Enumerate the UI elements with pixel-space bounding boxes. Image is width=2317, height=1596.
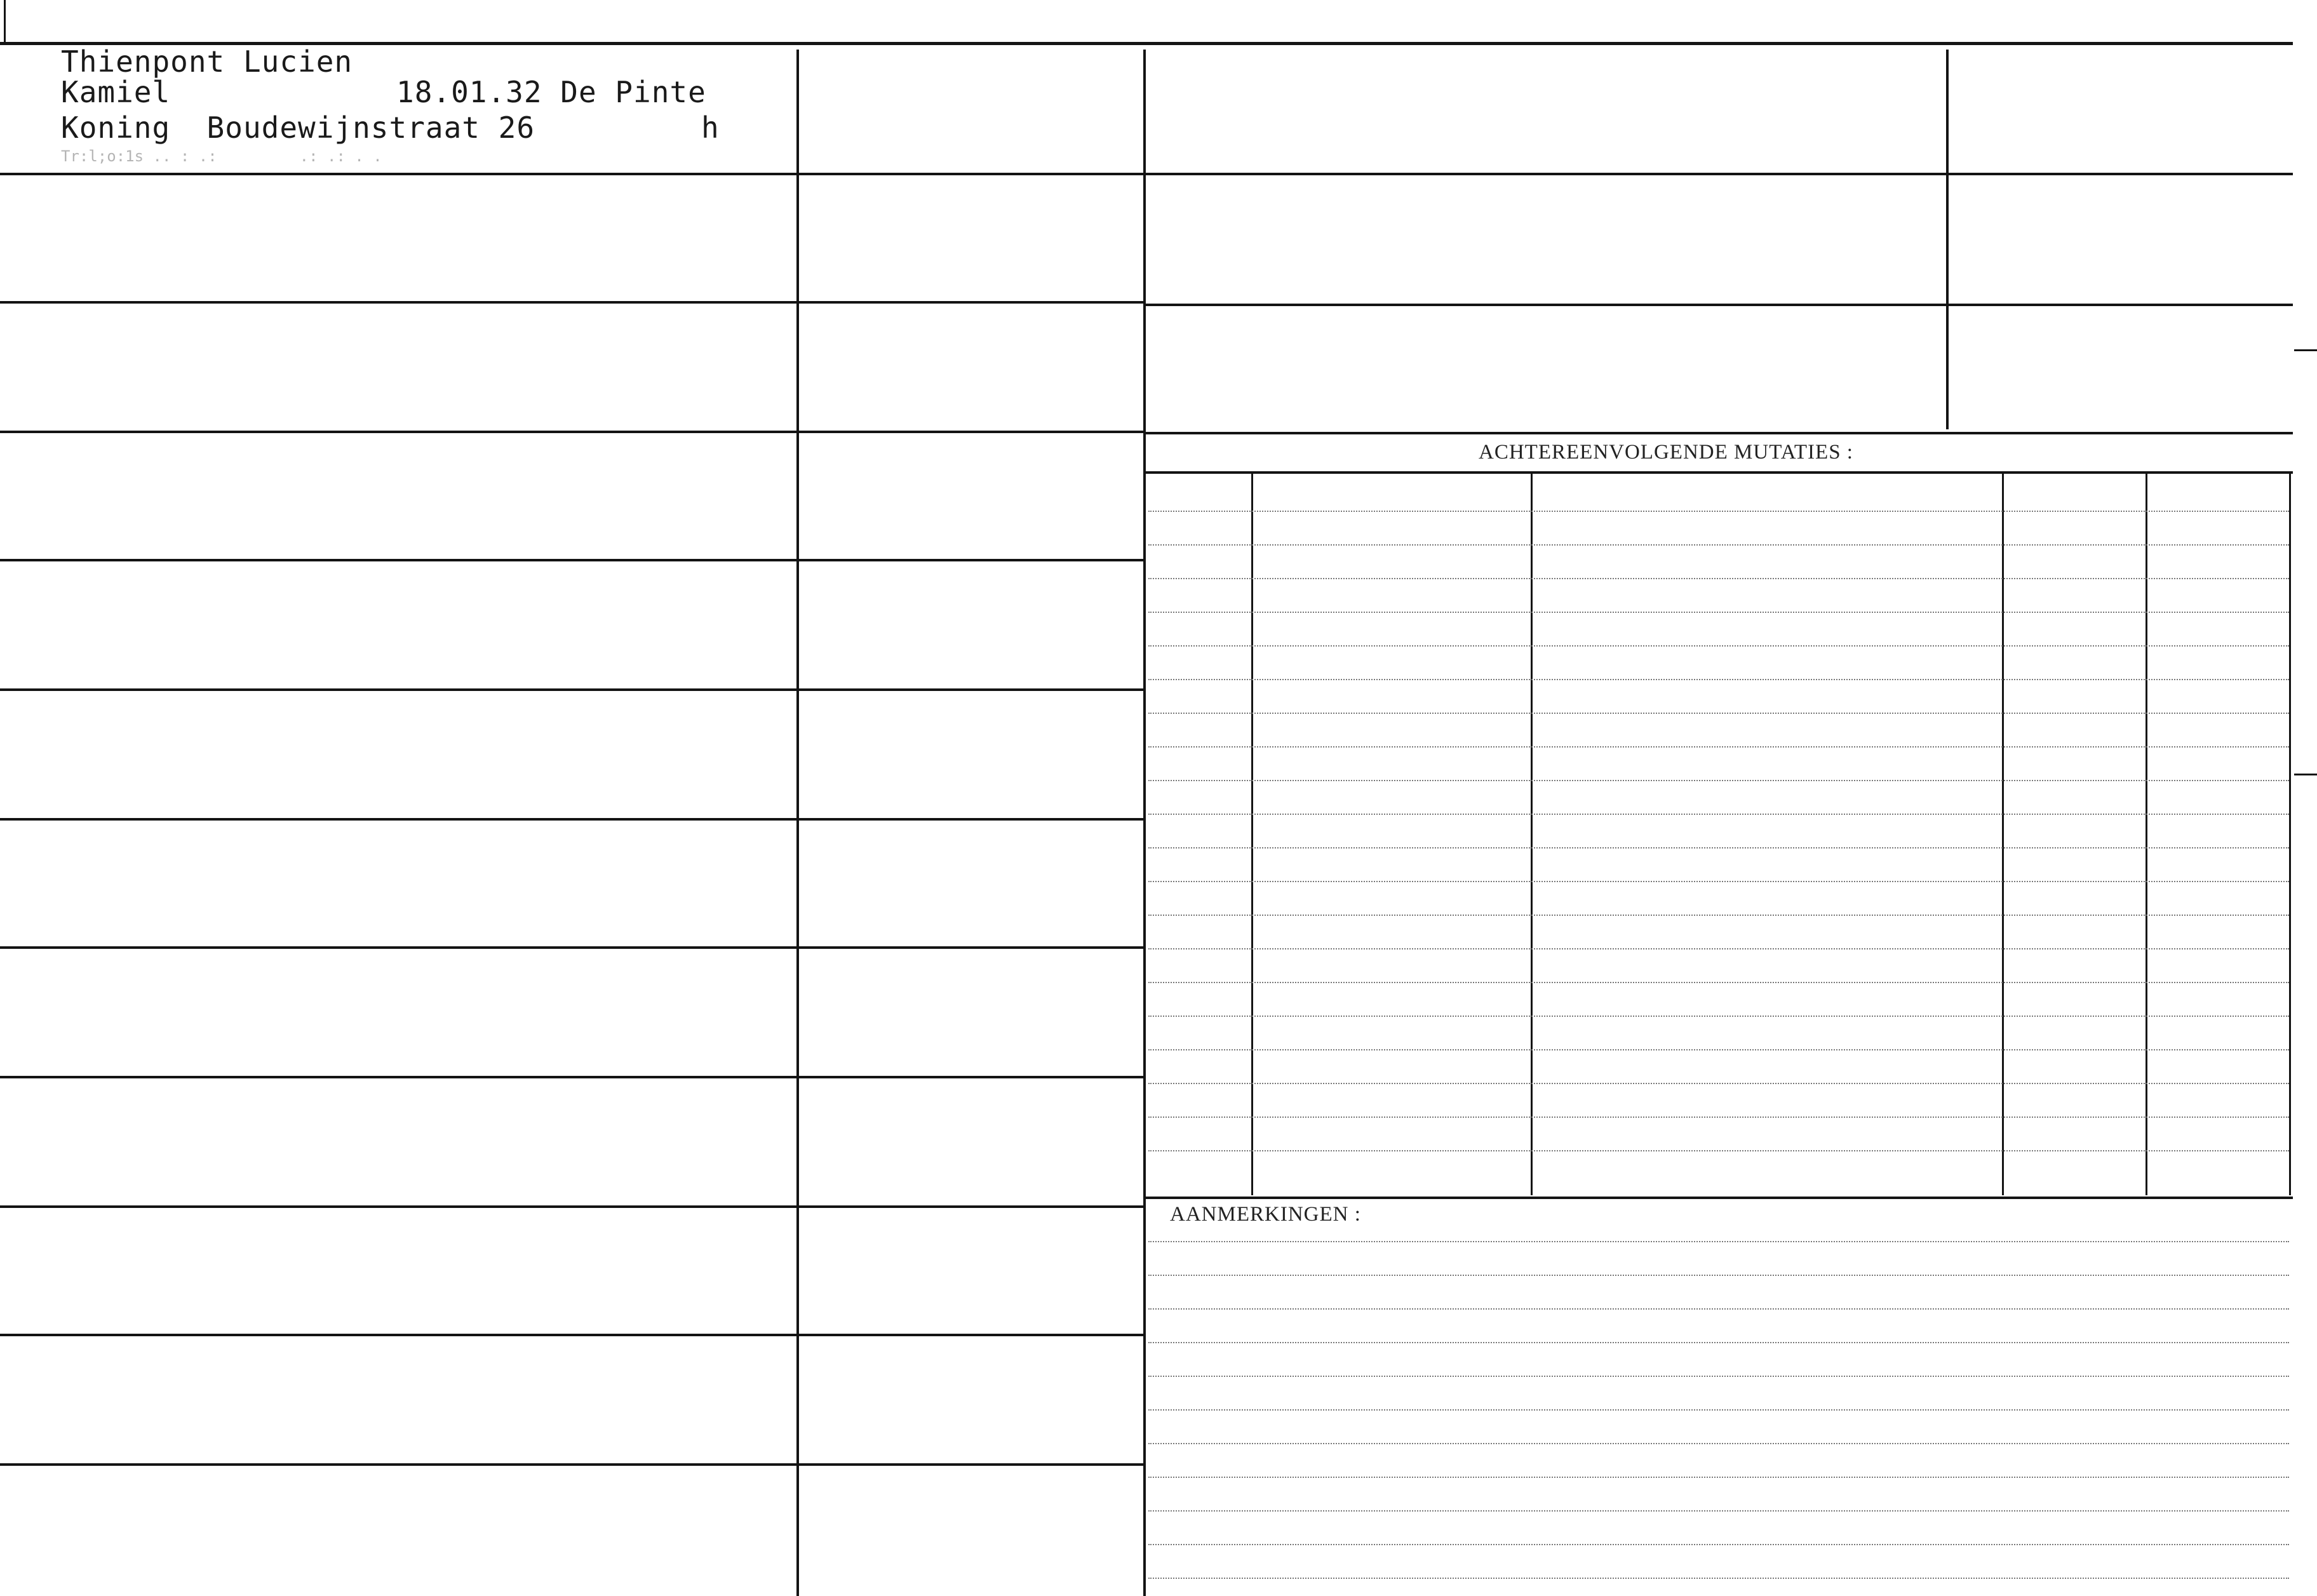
left-row-line: [0, 688, 1145, 691]
left-row-line: [0, 1334, 1145, 1336]
aanmerkingen-dotted-row: [1148, 1376, 2289, 1377]
mutaties-dotted-row: [1148, 511, 2289, 512]
mutaties-dotted-row: [1148, 645, 2289, 647]
mutaties-heading: ACHTEREENVOLGENDE MUTATIES :: [1479, 441, 1853, 464]
mutaties-dotted-row: [1148, 982, 2289, 983]
right-top-line: [1145, 173, 2293, 175]
left-row-line: [0, 173, 1145, 175]
aanmerkingen-dotted-row: [1148, 1443, 2289, 1444]
faded-line: Tr:l;o:1s .. : .: .: .: . .: [61, 147, 382, 165]
mutaties-dotted-row: [1148, 881, 2289, 882]
aanmerkingen-dotted-row: [1148, 1544, 2289, 1545]
mutaties-dotted-row: [1148, 1049, 2289, 1050]
mutaties-col-line: [1531, 474, 1533, 1195]
aanmerkingen-dotted-row: [1148, 1308, 2289, 1310]
mutaties-col-line: [2289, 474, 2291, 1195]
mutaties-dotted-row: [1148, 780, 2289, 781]
mutaties-col-line: [1251, 474, 1253, 1195]
mutaties-dotted-row: [1148, 713, 2289, 714]
left-row-line: [0, 946, 1145, 949]
aanmerkingen-dotted-row: [1148, 1578, 2289, 1579]
mutaties-col-line: [2002, 474, 2004, 1195]
left-row-line: [0, 301, 1145, 304]
mutaties-dotted-row: [1148, 1016, 2289, 1017]
mutaties-dotted-row: [1148, 612, 2289, 613]
mutaties-dotted-row: [1148, 1083, 2289, 1084]
aanmerkingen-dotted-row: [1148, 1510, 2289, 1512]
left-row-line: [0, 559, 1145, 561]
aanmerkingen-dotted-row: [1148, 1342, 2289, 1343]
left-table-divider: [796, 50, 799, 1596]
left-row-line: [0, 1463, 1145, 1466]
mutaties-dotted-row: [1148, 915, 2289, 916]
firstname-line: Kamiel: [61, 75, 171, 109]
aanmerkingen-dotted-row: [1148, 1477, 2289, 1478]
aanmerkingen-dotted-row: [1148, 1241, 2289, 1242]
left-edge-mark: [4, 0, 6, 42]
left-row-line: [0, 1076, 1145, 1078]
mutaties-bottom-line: [1146, 1197, 2293, 1199]
mutaties-dotted-row: [1148, 948, 2289, 949]
aanmerkingen-heading: AANMERKINGEN :: [1170, 1203, 1361, 1226]
mutaties-dotted-row: [1148, 746, 2289, 748]
right-top-divider: [1946, 50, 1949, 429]
mutaties-dotted-row: [1148, 1117, 2289, 1118]
mutaties-dotted-row: [1148, 814, 2289, 815]
mutaties-dotted-row: [1148, 679, 2289, 680]
mutaties-dotted-row: [1148, 1150, 2289, 1151]
left-row-line: [0, 818, 1145, 821]
aanmerkingen-dotted-row: [1148, 1409, 2289, 1411]
left-row-line: [0, 1205, 1145, 1208]
address-line: Koning Boudewijnstraat 26: [61, 111, 535, 145]
birth-date-place: 18.01.32 De Pinte: [396, 75, 706, 109]
mutaties-dotted-row: [1148, 544, 2289, 546]
right-top-line: [1145, 432, 2293, 434]
aanmerkingen-dotted-row: [1148, 1275, 2289, 1276]
mutaties-top-line: [1146, 471, 2293, 474]
left-row-line: [0, 431, 1145, 433]
name-surname-line: Thienpont Lucien: [61, 44, 353, 79]
right-top-line: [1145, 304, 2293, 306]
main-divider: [1143, 50, 1146, 1596]
status-letter: h: [701, 111, 720, 145]
mutaties-dotted-row: [1148, 578, 2289, 579]
mutaties-dotted-row: [1148, 847, 2289, 848]
mutaties-col-line: [2146, 474, 2147, 1195]
edge-tick: [2294, 774, 2317, 775]
edge-tick: [2294, 349, 2317, 351]
